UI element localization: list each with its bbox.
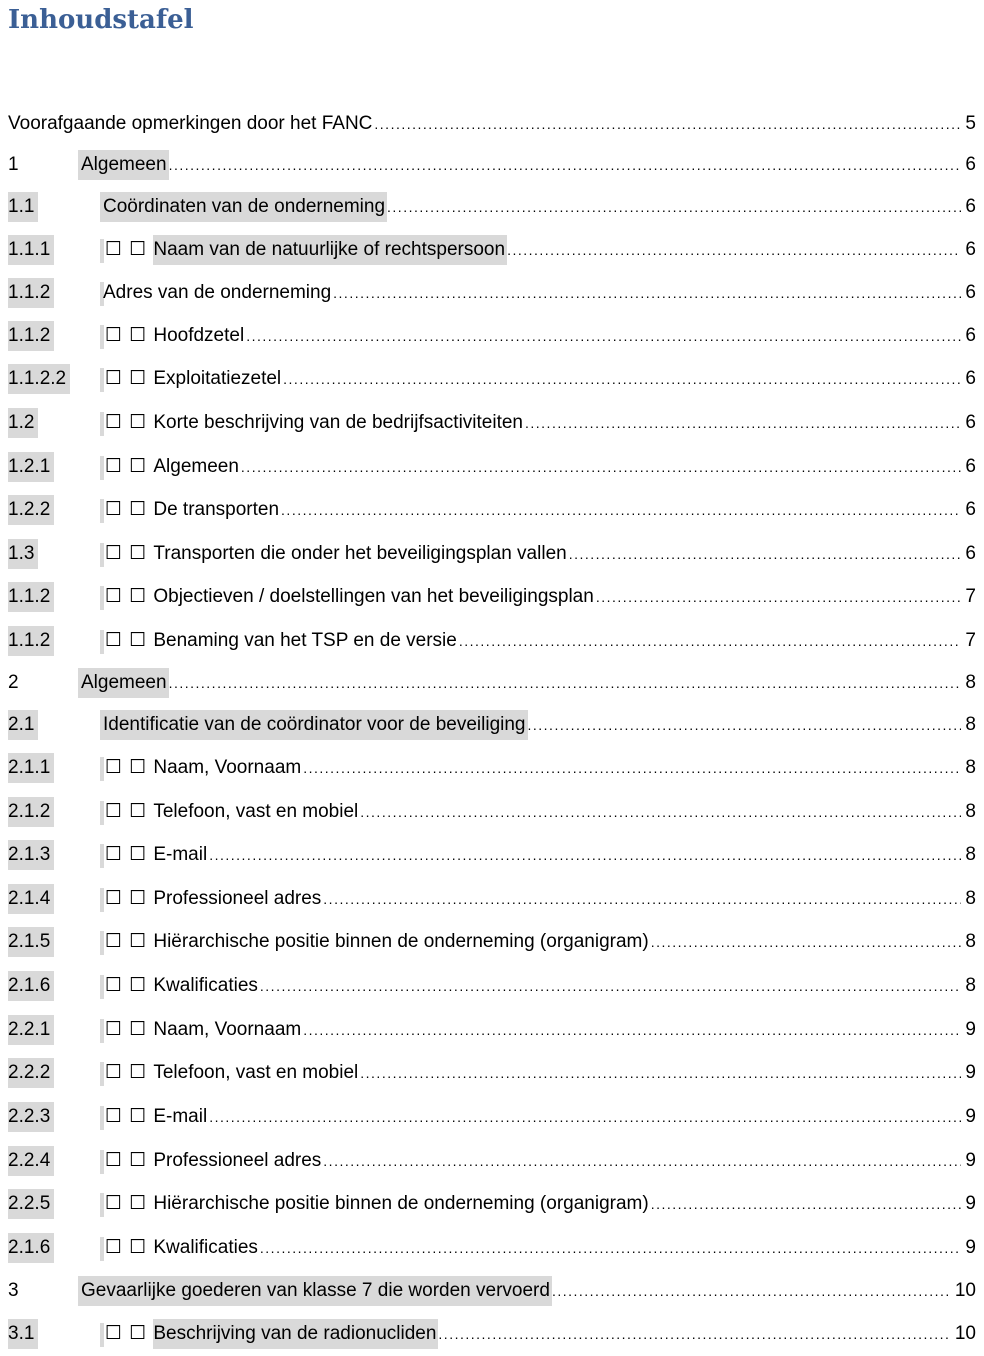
toc-entry[interactable] (0, 452, 984, 482)
toc-entry-number: 2.1.1 (8, 753, 54, 783)
toc-entry[interactable] (0, 668, 984, 698)
checkbox-icon[interactable]: ☐ ☐ (105, 630, 148, 651)
toc-entry-number: 2.2.3 (8, 1102, 54, 1132)
toc-entry-text: Algemeen (78, 668, 169, 698)
toc-entry[interactable] (0, 626, 984, 656)
toc-entry-number: 1 (8, 154, 19, 175)
toc-entry[interactable] (0, 321, 984, 351)
toc-page-number: 6 (965, 196, 976, 217)
toc-page-number: 7 (965, 586, 976, 607)
toc-entry-text: Algemeen (78, 150, 169, 180)
toc-page-number: 9 (965, 1019, 976, 1040)
toc-entry-text: Adres van de onderneming (103, 282, 332, 303)
toc-page-number: 8 (965, 931, 976, 952)
toc-entry-number: 2 (8, 672, 19, 693)
toc-page-number: 6 (965, 239, 976, 260)
checkbox-icon[interactable]: ☐ ☐ (105, 801, 148, 822)
toc-entry[interactable] (0, 1102, 984, 1132)
toc-entry-number: 2.2.5 (8, 1189, 54, 1219)
toc-entry[interactable] (0, 1276, 984, 1306)
toc-page-number: 6 (965, 368, 976, 389)
toc-page-number: 6 (965, 499, 976, 520)
toc-entry-number: 1.1.2 (8, 321, 54, 351)
toc-entry[interactable] (0, 582, 984, 612)
toc-entry-number: 1.2.1 (8, 452, 54, 482)
toc-entry-text: Hoofdzetel (153, 325, 245, 346)
checkbox-icon[interactable]: ☐ ☐ (105, 888, 148, 909)
toc-entry[interactable] (0, 927, 984, 957)
toc-entry-text: Naam van de natuurlijke of rechtspersoon (153, 235, 507, 265)
toc-entry[interactable] (0, 1233, 984, 1263)
checkbox-icon[interactable]: ☐ ☐ (105, 844, 148, 865)
toc-entry-number: 2.1.5 (8, 927, 54, 957)
toc-entry[interactable] (0, 840, 984, 870)
checkbox-icon[interactable]: ☐ ☐ (105, 975, 148, 996)
toc-page-number: 10 (954, 1323, 976, 1344)
toc-entry-number: 1.3 (8, 539, 38, 569)
toc-entry[interactable] (0, 1058, 984, 1088)
toc-entry[interactable] (0, 235, 984, 265)
toc-page-number: 6 (965, 282, 976, 303)
checkbox-icon[interactable]: ☐ ☐ (105, 1019, 148, 1040)
toc-entry-text: Hiërarchische positie binnen de onderneming (organigram) (153, 931, 649, 952)
toc-entry[interactable] (0, 797, 984, 827)
toc-entry-text: Hiërarchische positie binnen de onderneming (organigram) (153, 1193, 649, 1214)
toc-entry-text: Naam, Voornaam (153, 1019, 302, 1040)
toc-entry[interactable] (0, 710, 984, 740)
toc-entry[interactable] (0, 1189, 984, 1219)
toc-page-number: 9 (965, 1106, 976, 1127)
checkbox-icon[interactable]: ☐ ☐ (105, 239, 148, 260)
toc-page-number: 8 (965, 975, 976, 996)
toc-entry-text: Kwalificaties (153, 1237, 258, 1258)
toc-entry-text: Naam, Voornaam (153, 757, 302, 778)
toc-entry-number: 2.2.4 (8, 1146, 54, 1176)
toc-entry[interactable] (0, 278, 984, 308)
checkbox-icon[interactable]: ☐ ☐ (105, 1106, 148, 1127)
toc-entry[interactable] (0, 495, 984, 525)
toc-entry[interactable] (0, 1146, 984, 1176)
checkbox-icon[interactable]: ☐ ☐ (105, 499, 148, 520)
toc-page-number: 8 (965, 714, 976, 735)
toc-entry-number: 2.1.3 (8, 840, 54, 870)
toc-entry-text: De transporten (153, 499, 280, 520)
toc-entry-number: 1.1.2 (8, 582, 54, 612)
toc-entry-number: 3 (8, 1280, 19, 1301)
checkbox-icon[interactable]: ☐ ☐ (105, 412, 148, 433)
toc-entry-number: 1.1.1 (8, 235, 54, 265)
toc-page-number: 8 (965, 844, 976, 865)
toc-entry[interactable] (0, 109, 984, 139)
checkbox-icon[interactable]: ☐ ☐ (105, 1323, 148, 1344)
toc-entry-text: E-mail (153, 844, 208, 865)
toc-entry[interactable] (0, 539, 984, 569)
toc-entry-number: 2.1 (8, 710, 38, 740)
toc-page-number: 9 (965, 1150, 976, 1171)
toc-entry-text: Professioneel adres (153, 888, 322, 909)
toc-page-number: 6 (965, 456, 976, 477)
checkbox-icon[interactable]: ☐ ☐ (105, 368, 148, 389)
toc-page-number: 6 (965, 412, 976, 433)
toc-entry-number: 1.2.2 (8, 495, 54, 525)
toc-entry[interactable] (0, 408, 984, 438)
toc-entry[interactable] (0, 753, 984, 783)
toc-entry-text: Objectieven / doelstellingen van het beveiligingsplan (153, 586, 594, 607)
toc-page-number: 8 (965, 888, 976, 909)
checkbox-icon[interactable]: ☐ ☐ (105, 456, 148, 477)
toc-page-number: 6 (965, 543, 976, 564)
toc-page-number: 9 (965, 1237, 976, 1258)
toc-page-number: 9 (965, 1062, 976, 1083)
toc-page-number: 6 (965, 154, 976, 175)
checkbox-icon[interactable]: ☐ ☐ (105, 757, 148, 778)
toc-entry-text: Telefoon, vast en mobiel (153, 1062, 359, 1083)
toc-entry-text: Korte beschrijving van de bedrijfsactiviteiten (153, 412, 523, 433)
toc-page-number: 8 (965, 757, 976, 778)
toc-page-number: 6 (965, 325, 976, 346)
toc-entry-number: 1.2 (8, 408, 38, 438)
toc-page-number: 7 (965, 630, 976, 651)
toc-entry-number: 2.1.6 (8, 1233, 54, 1263)
checkbox-icon[interactable]: ☐ ☐ (105, 1237, 148, 1258)
toc-entry-text: Kwalificaties (153, 975, 258, 996)
toc-entry-text: Voorafgaande opmerkingen door het FANC (8, 113, 373, 134)
toc-entry-number: 2.2.1 (8, 1015, 54, 1045)
toc-page-number: 8 (965, 672, 976, 693)
toc-entry-number: 2.1.6 (8, 971, 54, 1001)
toc-entry[interactable] (0, 192, 984, 222)
toc-entry[interactable] (0, 1319, 984, 1349)
toc-entry-text: E-mail (153, 1106, 208, 1127)
toc-entry-text: Beschrijving van de radionucliden (153, 1319, 438, 1349)
checkbox-icon[interactable]: ☐ ☐ (105, 1062, 148, 1083)
toc-page-number: 5 (965, 113, 976, 134)
toc-entry-text: Benaming van het TSP en de versie (153, 630, 457, 651)
toc-title: Inhoudstafel (8, 5, 194, 35)
checkbox-icon[interactable]: ☐ ☐ (105, 586, 148, 607)
toc-entry-number: 3.1 (8, 1319, 38, 1349)
toc-entry-text: Gevaarlijke goederen van klasse 7 die worden vervoerd (78, 1276, 552, 1306)
toc-entry[interactable] (0, 884, 984, 914)
toc-entry-number: 1.1.2.2 (8, 364, 70, 394)
toc-entry-text: Exploitatiezetel (153, 368, 282, 389)
toc-page-number: 9 (965, 1193, 976, 1214)
toc-entry-text: Coördinaten van de onderneming (100, 192, 387, 222)
toc-page-number: 8 (965, 801, 976, 822)
toc-entry-number: 2.1.4 (8, 884, 54, 914)
toc-entry-text: Transporten die onder het beveiligingsplan vallen (153, 543, 567, 564)
toc-entry-text: Telefoon, vast en mobiel (153, 801, 359, 822)
checkbox-icon[interactable]: ☐ ☐ (105, 1193, 148, 1214)
toc-entry-text: Professioneel adres (153, 1150, 322, 1171)
toc-entry[interactable] (0, 364, 984, 394)
checkbox-icon[interactable]: ☐ ☐ (105, 543, 148, 564)
toc-entry-text: Algemeen (153, 456, 239, 477)
toc-entry-number: 1.1.2 (8, 626, 54, 656)
toc-entry[interactable] (0, 971, 984, 1001)
checkbox-icon[interactable]: ☐ ☐ (105, 1150, 148, 1171)
checkbox-icon[interactable]: ☐ ☐ (105, 931, 148, 952)
toc-entry-text: Identificatie van de coördinator voor de beveiliging (100, 710, 528, 740)
toc-entry-number: 1.1.2 (8, 278, 54, 308)
checkbox-icon[interactable]: ☐ ☐ (105, 325, 148, 346)
toc-entry[interactable] (0, 1015, 984, 1045)
toc-entry-number: 1.1 (8, 192, 38, 222)
toc-page-number: 10 (954, 1280, 976, 1301)
toc-entry-number: 2.2.2 (8, 1058, 54, 1088)
toc-entry[interactable] (0, 150, 984, 180)
toc-entry-number: 2.1.2 (8, 797, 54, 827)
